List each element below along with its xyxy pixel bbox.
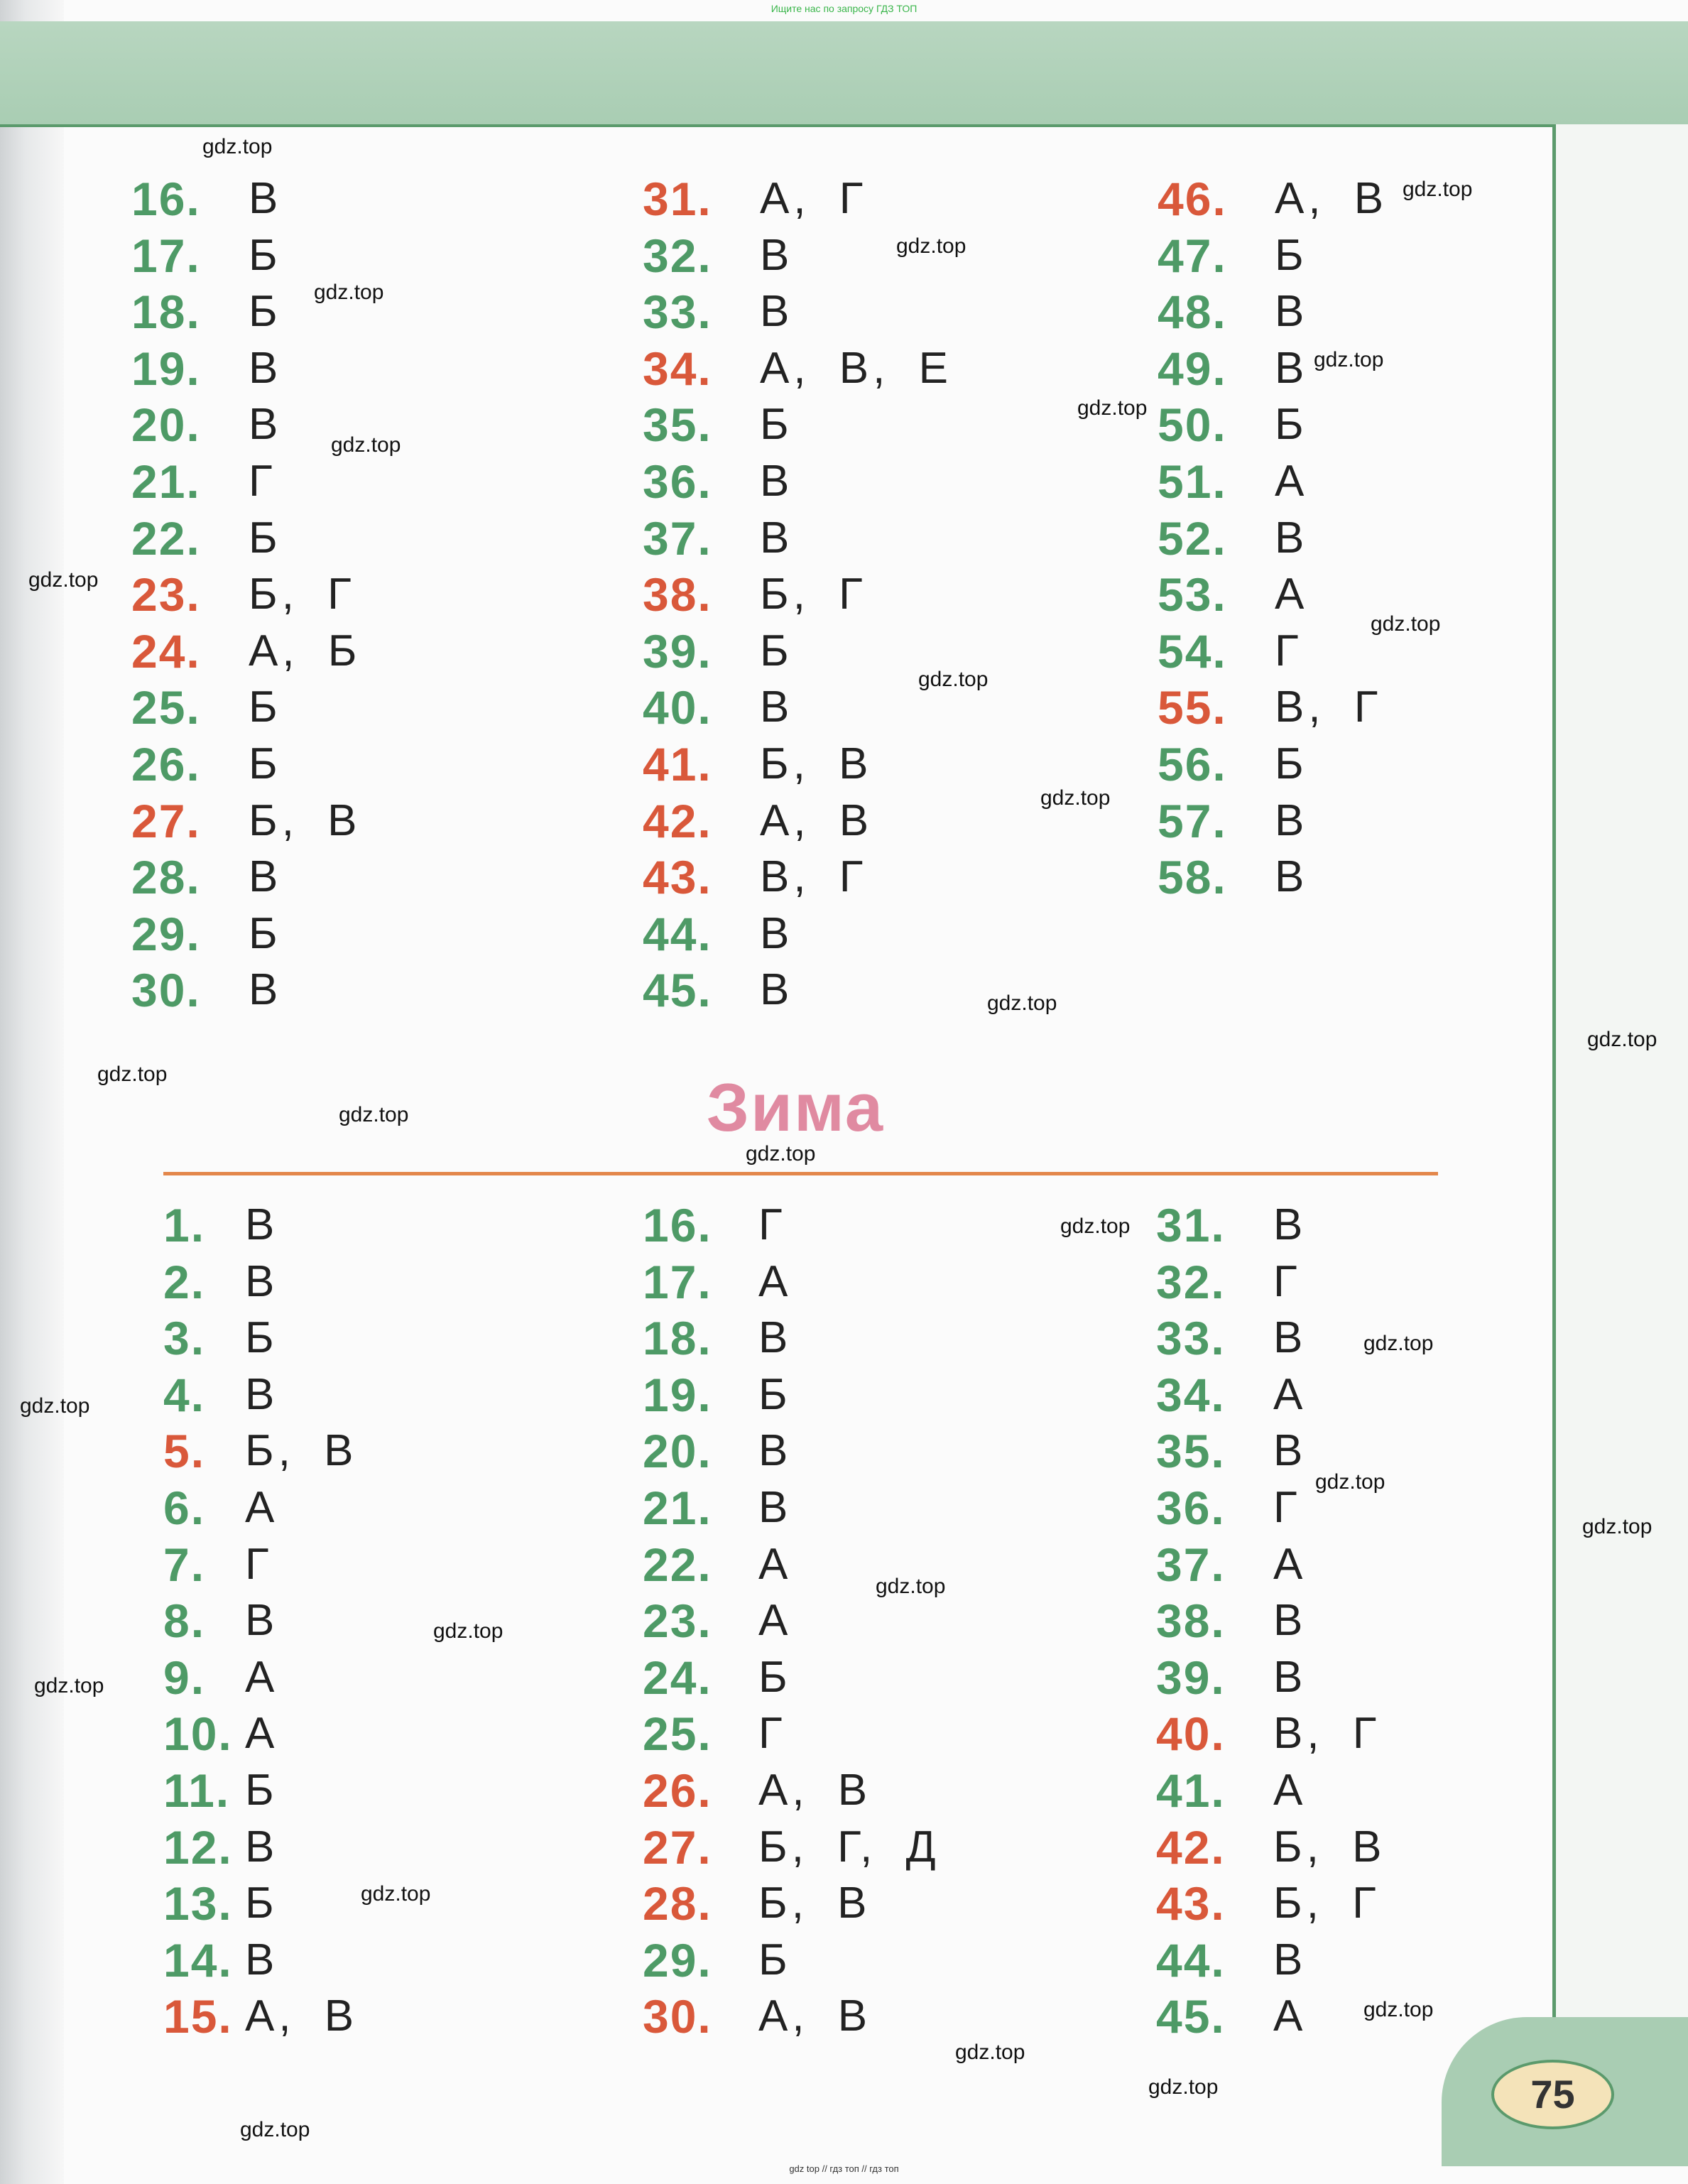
watermark-text: gdz.top	[97, 1063, 168, 1086]
answer-text: А, В, Е	[760, 343, 952, 393]
answer-text: В	[758, 1426, 793, 1476]
answer-text: Б	[760, 400, 793, 450]
question-number: 15.	[163, 1990, 233, 2043]
question-number: 22.	[643, 1538, 712, 1591]
question-number: 35.	[1156, 1425, 1226, 1478]
answer-text: Б	[1275, 739, 1308, 788]
question-number: 56.	[1158, 738, 1227, 791]
watermark-text: gdz.top	[1148, 2075, 1219, 2099]
question-number: 4.	[163, 1368, 206, 1421]
watermark-text: gdz.top	[1371, 612, 1441, 636]
question-number: 3.	[163, 1312, 206, 1365]
answer-text: В	[245, 1822, 279, 1871]
answer-text: В	[1275, 852, 1309, 902]
question-number: 21.	[643, 1482, 712, 1534]
question-number: 46.	[1158, 173, 1227, 225]
question-number: 36.	[1156, 1482, 1226, 1534]
page-number: 75	[1491, 2060, 1614, 2129]
answer-text: Б	[245, 1766, 278, 1815]
question-number: 45.	[643, 964, 712, 1017]
question-number: 1.	[163, 1199, 206, 1251]
answer-text: В	[760, 457, 794, 506]
answer-text: Б	[249, 230, 282, 280]
watermark-text: gdz.top	[1077, 396, 1148, 420]
watermark-text: gdz.top	[202, 135, 273, 158]
question-number: 37.	[643, 511, 712, 565]
question-number: 25.	[643, 1707, 712, 1761]
question-number: 30.	[131, 964, 201, 1017]
answer-text: А, Г	[760, 174, 868, 223]
question-number: 31.	[643, 173, 712, 225]
answer-text: Г	[1275, 626, 1303, 675]
watermark-text: gdz.top	[339, 1103, 409, 1126]
answer-text: В	[1275, 795, 1309, 845]
watermark-text: gdz.top	[1403, 178, 1473, 201]
answer-text: А	[245, 1709, 279, 1759]
answer-text: В	[1275, 287, 1309, 337]
question-number: 13.	[163, 1877, 233, 1930]
question-number: 50.	[1158, 398, 1227, 452]
answer-text: Б, Г	[249, 570, 356, 619]
question-number: 39.	[643, 624, 712, 678]
question-number: 43.	[643, 851, 712, 904]
answer-text: А, В	[760, 795, 873, 845]
answer-text: Б, В	[1273, 1822, 1386, 1871]
answer-text: Б, Г	[1273, 1879, 1381, 1928]
question-number: 49.	[1158, 342, 1227, 395]
question-number: 19.	[131, 342, 201, 395]
question-number: 34.	[1156, 1368, 1226, 1421]
answer-text: Б	[758, 1369, 792, 1419]
answer-text: В, Г	[760, 852, 868, 902]
answer-text: Б, В	[245, 1426, 358, 1476]
answer-text: В	[245, 1369, 279, 1419]
answer-text: В	[758, 1483, 793, 1532]
watermark-text: gdz.top	[331, 433, 401, 457]
answer-text: В, Г	[1273, 1709, 1381, 1759]
question-number: 19.	[643, 1368, 712, 1421]
question-number: 55.	[1158, 681, 1227, 734]
answer-text: В	[1275, 343, 1309, 393]
question-number: 31.	[1156, 1199, 1226, 1251]
question-number: 5.	[163, 1425, 206, 1478]
watermark-text: gdz.top	[1363, 1332, 1434, 1355]
answer-text: Б	[249, 683, 282, 732]
question-number: 40.	[643, 681, 712, 734]
answer-text: В	[760, 908, 794, 958]
answer-text: Б	[249, 287, 282, 337]
answer-text: А, В	[758, 1992, 872, 2041]
top-note: Ищите нас по запросу ГДЗ ТОП	[771, 3, 917, 14]
answer-text: В	[1275, 513, 1309, 563]
watermark-text: gdz.top	[1040, 786, 1111, 810]
question-number: 2.	[163, 1255, 206, 1308]
answer-text: В	[760, 965, 794, 1015]
answer-text: А	[245, 1652, 279, 1702]
answer-text: В	[758, 1313, 793, 1363]
watermark-text: gdz.top	[746, 1142, 816, 1166]
answer-text: В	[249, 965, 283, 1015]
answer-text: В	[245, 1935, 279, 1984]
question-number: 44.	[1156, 1933, 1226, 1987]
right-margin	[1556, 124, 1688, 2148]
answer-text: А, Б	[249, 626, 361, 675]
answer-text: Б	[758, 1652, 792, 1702]
answer-text: Б, Г	[760, 570, 867, 619]
page-spine	[0, 0, 64, 2184]
answer-text: В	[1273, 1313, 1307, 1363]
answer-text: В	[1273, 1935, 1307, 1984]
answer-text: Б	[245, 1313, 278, 1363]
header-band	[0, 21, 1688, 127]
question-number: 44.	[643, 907, 712, 960]
question-number: 25.	[131, 681, 201, 734]
question-number: 34.	[643, 342, 712, 395]
question-number: 33.	[643, 286, 712, 339]
answer-text: А	[1275, 570, 1309, 619]
question-number: 38.	[643, 568, 712, 621]
question-number: 29.	[131, 907, 201, 960]
answer-text: Б, В	[760, 739, 873, 788]
watermark-text: gdz.top	[955, 2041, 1025, 2064]
question-number: 57.	[1158, 794, 1227, 847]
answer-text: В	[249, 852, 283, 902]
watermark-text: gdz.top	[1060, 1215, 1131, 1238]
answer-text: Б	[245, 1879, 278, 1928]
answer-text: В	[249, 174, 283, 223]
question-number: 51.	[1158, 455, 1227, 508]
watermark-text: gdz.top	[20, 1394, 90, 1418]
question-number: 9.	[163, 1651, 206, 1704]
answer-text: А, В	[758, 1766, 872, 1815]
answer-text: А, В	[245, 1992, 359, 2041]
answer-text: Г	[245, 1539, 273, 1589]
question-number: 30.	[643, 1990, 712, 2043]
question-number: 47.	[1158, 229, 1227, 282]
question-number: 23.	[131, 568, 201, 621]
question-number: 32.	[1156, 1255, 1226, 1308]
answer-text: А	[245, 1483, 279, 1532]
question-number: 26.	[131, 738, 201, 791]
question-number: 22.	[131, 511, 201, 565]
answer-text: А, В	[1275, 174, 1388, 223]
question-number: 7.	[163, 1538, 206, 1591]
answer-text: В	[760, 683, 794, 732]
question-number: 29.	[643, 1933, 712, 1987]
answer-text: А	[758, 1596, 793, 1646]
answer-text: Б	[760, 626, 793, 675]
question-number: 52.	[1158, 511, 1227, 565]
question-number: 20.	[643, 1425, 712, 1478]
question-number: 16.	[131, 173, 201, 225]
answer-text: В	[249, 400, 283, 450]
question-number: 28.	[643, 1877, 712, 1930]
question-number: 43.	[1156, 1877, 1226, 1930]
question-number: 35.	[643, 398, 712, 452]
watermark-text: gdz.top	[896, 234, 966, 258]
answer-text: Б	[249, 513, 282, 563]
answer-text: Б	[1275, 230, 1308, 280]
question-number: 18.	[643, 1312, 712, 1365]
question-number: 12.	[163, 1820, 233, 1874]
question-number: 24.	[131, 624, 201, 678]
answer-text: Г	[758, 1709, 787, 1759]
answer-text: Г	[758, 1200, 787, 1249]
answer-text: В	[1273, 1652, 1307, 1702]
answer-text: Г	[249, 457, 277, 506]
answer-text: В	[245, 1596, 279, 1646]
answer-text: А	[758, 1256, 793, 1306]
watermark-text: gdz.top	[1582, 1515, 1652, 1538]
question-number: 38.	[1156, 1594, 1226, 1648]
answer-text: А	[1273, 1539, 1307, 1589]
question-number: 18.	[131, 286, 201, 339]
watermark-text: gdz.top	[314, 281, 384, 304]
answer-text: В	[760, 513, 794, 563]
watermark-text: gdz.top	[1587, 1028, 1657, 1051]
question-number: 16.	[643, 1199, 712, 1251]
question-number: 28.	[131, 851, 201, 904]
answer-text: Б, Г, Д	[758, 1822, 940, 1871]
question-number: 37.	[1156, 1538, 1226, 1591]
question-number: 24.	[643, 1651, 712, 1704]
question-number: 32.	[643, 229, 712, 282]
question-number: 27.	[131, 794, 201, 847]
question-number: 23.	[643, 1594, 712, 1648]
watermark-text: gdz.top	[918, 668, 989, 691]
answer-text: В	[760, 230, 794, 280]
question-number: 17.	[643, 1255, 712, 1308]
question-number: 40.	[1156, 1707, 1226, 1761]
question-number: 41.	[1156, 1764, 1226, 1817]
answer-text: В, Г	[1275, 683, 1383, 732]
answer-text: А	[1273, 1766, 1307, 1815]
question-number: 54.	[1158, 624, 1227, 678]
question-number: 27.	[643, 1820, 712, 1874]
answer-text: Б	[249, 739, 282, 788]
right-rule	[1552, 124, 1556, 2060]
question-number: 42.	[643, 794, 712, 847]
answer-text: А	[758, 1539, 793, 1589]
question-number: 58.	[1158, 851, 1227, 904]
answer-text: Б	[1275, 400, 1308, 450]
watermark-text: gdz.top	[28, 568, 99, 592]
watermark-text: gdz.top	[987, 992, 1057, 1015]
answer-text: А	[1273, 1992, 1307, 2041]
question-number: 36.	[643, 455, 712, 508]
question-number: 11.	[163, 1764, 231, 1817]
answer-text: Б	[758, 1935, 792, 1984]
question-number: 20.	[131, 398, 201, 452]
watermark-text: gdz.top	[361, 1882, 431, 1906]
answer-text: А	[1275, 457, 1309, 506]
answer-text: В	[1273, 1426, 1307, 1476]
answer-text: Г	[1273, 1483, 1302, 1532]
question-number: 42.	[1156, 1820, 1226, 1874]
watermark-text: gdz.top	[240, 2118, 310, 2141]
watermark-text: gdz.top	[1363, 1998, 1434, 2021]
question-number: 41.	[643, 738, 712, 791]
question-number: 53.	[1158, 568, 1227, 621]
watermark-text: gdz.top	[34, 1674, 104, 1697]
question-number: 17.	[131, 229, 201, 282]
watermark-text: gdz.top	[433, 1619, 503, 1643]
answer-text: В	[1273, 1200, 1307, 1249]
section-divider	[163, 1172, 1438, 1175]
question-number: 14.	[163, 1933, 233, 1987]
answer-text: В	[760, 287, 794, 337]
answer-text: Б	[249, 908, 282, 958]
answer-text: В	[1273, 1596, 1307, 1646]
answer-text: В	[245, 1200, 279, 1249]
question-number: 39.	[1156, 1651, 1226, 1704]
answer-text: В	[245, 1256, 279, 1306]
answer-text: Г	[1273, 1256, 1302, 1306]
section-title: Зима	[706, 1070, 885, 1146]
answer-text: Б, В	[249, 795, 361, 845]
question-number: 6.	[163, 1482, 206, 1534]
question-number: 48.	[1158, 286, 1227, 339]
question-number: 45.	[1156, 1990, 1226, 2043]
question-number: 10.	[163, 1707, 233, 1761]
watermark-text: gdz.top	[1314, 348, 1384, 371]
watermark-text: gdz.top	[876, 1575, 946, 1598]
question-number: 21.	[131, 455, 201, 508]
question-number: 33.	[1156, 1312, 1226, 1365]
watermark-text: gdz.top	[1315, 1470, 1385, 1494]
question-number: 8.	[163, 1594, 206, 1648]
answer-text: В	[249, 343, 283, 393]
answer-text: Б, В	[758, 1879, 871, 1928]
question-number: 26.	[643, 1764, 712, 1817]
bottom-note: gdz top // гдз топ // гдз топ	[789, 2163, 899, 2174]
answer-text: А	[1273, 1369, 1307, 1419]
